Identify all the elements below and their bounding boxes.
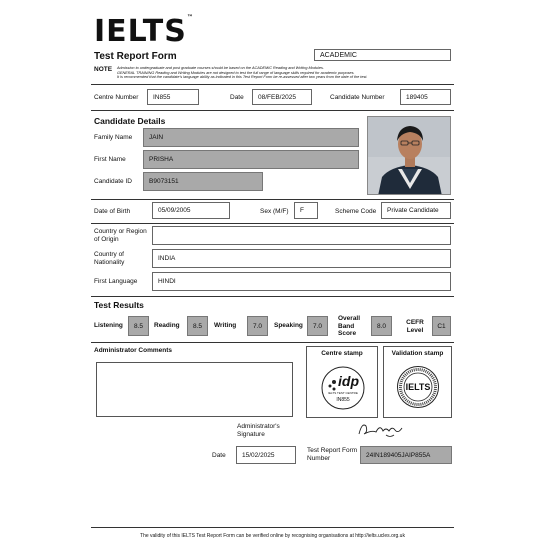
speaking-label: Speaking [274, 322, 303, 329]
trf-number-field: 24IN189405JAIP855A [360, 446, 452, 464]
divider [91, 223, 454, 224]
speaking-score: 7.0 [307, 316, 328, 336]
scheme-code-label: Scheme Code [335, 208, 377, 215]
sex-label: Sex (M/F) [260, 208, 289, 215]
note-text [117, 66, 457, 80]
test-date-label: Date [230, 94, 244, 101]
admin-comments-label: Administrator Comments [94, 347, 173, 354]
overall-band-label: Overall Band Score [338, 315, 361, 337]
trf-number-label: Test Report Form Number [307, 447, 358, 462]
admin-date-label: Date [212, 452, 226, 459]
listening-score: 8.5 [128, 316, 149, 336]
country-region-label: Country or Region of Origin [94, 228, 147, 243]
centre-stamp-frame [306, 346, 378, 418]
dob-field: 05/09/2005 [152, 202, 230, 219]
centre-stamp-label: Centre stamp [321, 350, 363, 357]
idp-code: IN855 [336, 397, 350, 403]
first-language-label: First Language [94, 278, 138, 285]
validation-stamp-frame [383, 346, 452, 418]
seal-logo: IELTS [405, 382, 431, 392]
logo-text: IELTS [94, 14, 187, 49]
divider [91, 110, 454, 111]
first-language-field: HINDI [152, 272, 451, 291]
centre-number-label: Centre Number [94, 94, 139, 101]
family-name-label: Family Name [94, 134, 133, 141]
divider [91, 84, 454, 85]
admin-comments-box [96, 362, 293, 417]
centre-number-field: IN855 [147, 89, 199, 105]
divider [91, 296, 454, 297]
footer-text: The validity of this IELTS Test Report Form can be verified online by recognising organisations at http://ielts.ucles.org.uk [140, 533, 405, 539]
divider [91, 342, 454, 343]
test-date-field: 08/FEB/2025 [252, 89, 312, 105]
reading-score: 8.5 [187, 316, 208, 336]
ielts-logo: IELTS™ [94, 14, 194, 49]
candidate-number-label: Candidate Number [330, 94, 385, 101]
family-name-field: JAIN [143, 128, 359, 147]
admin-date-field: 15/02/2025 [236, 446, 296, 464]
first-name-label: First Name [94, 156, 126, 163]
candidate-number-field: 189405 [400, 89, 451, 105]
candidate-id-field: B9073151 [143, 172, 263, 191]
sex-field: F [294, 202, 318, 219]
note-label: NOTE [94, 66, 113, 73]
scheme-code-field: Private Candidate [381, 202, 451, 219]
note-line: Admission to undergraduate and post graduate courses should be based on the ACADEMIC Reading and Writing Modules. [117, 66, 324, 70]
overall-band-score: 8.0 [371, 316, 392, 336]
admin-signature-label: Administrator's Signature [237, 423, 280, 438]
divider [91, 199, 454, 200]
listening-label: Listening [94, 322, 123, 329]
writing-label: Writing [214, 322, 237, 329]
idp-brand: idp [338, 373, 359, 389]
admin-signature-icon [356, 418, 406, 440]
form-title: Test Report Form [94, 51, 177, 62]
cefr-level: C1 [432, 316, 451, 336]
nationality-label: Country of Nationality [94, 251, 125, 266]
note-line: It is recommended that the candidate's language ability as indicated in this Test Report Form be re-assessed after two years from the date of the test. [117, 75, 368, 80]
writing-score: 7.0 [247, 316, 268, 336]
candidate-details-title: Candidate Details [94, 116, 166, 126]
idp-subtitle: IELTS TEST CENTRE [328, 391, 358, 395]
country-region-field [152, 226, 451, 245]
dob-label: Date of Birth [94, 208, 131, 215]
first-name-field: PRISHA [143, 150, 359, 169]
candidate-id-label: Candidate ID [94, 178, 132, 185]
footer-divider [91, 527, 454, 528]
validation-stamp-label: Validation stamp [391, 350, 444, 357]
nationality-field: INDIA [152, 249, 451, 268]
module-box: ACADEMIC [314, 49, 451, 61]
candidate-photo [367, 116, 451, 195]
note-line: GENERAL TRAINING Reading and Writing Modules are not designed to test the full range of language skills required for academic purposes. [117, 70, 355, 75]
test-results-title: Test Results [94, 300, 144, 310]
cefr-label: CEFR Level [406, 319, 424, 334]
reading-label: Reading [154, 322, 180, 329]
